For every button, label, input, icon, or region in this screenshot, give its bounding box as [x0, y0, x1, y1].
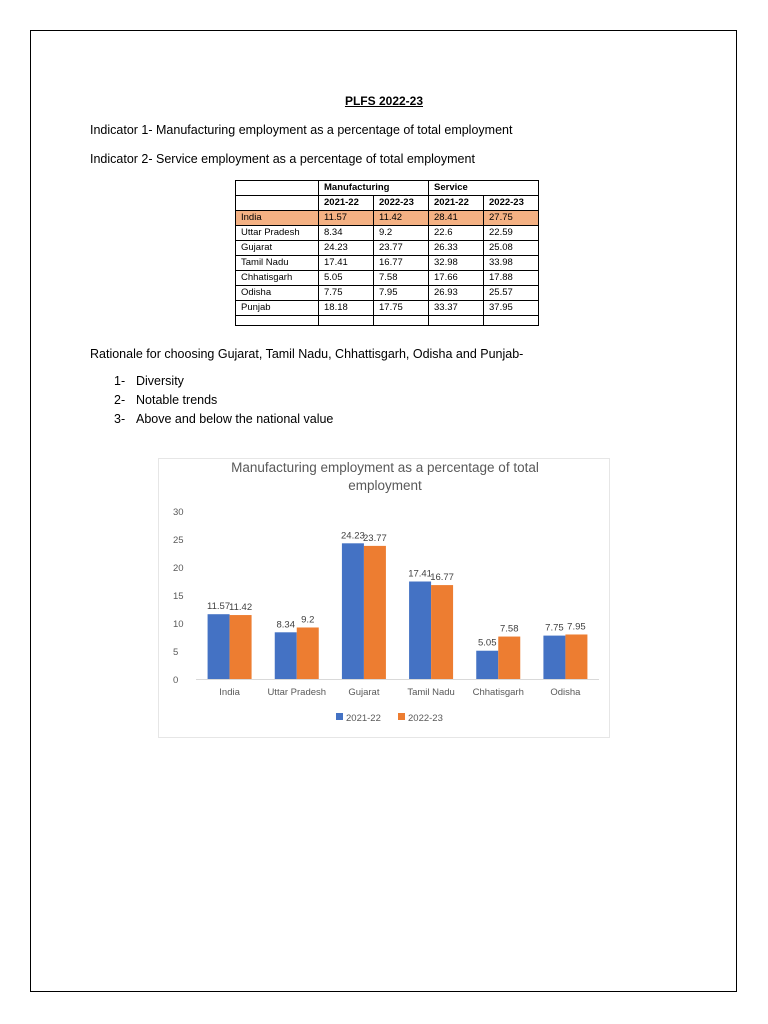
chart-svg — [159, 459, 609, 737]
value-cell: 9.2 — [374, 226, 429, 241]
bar-202223-tamil-nadu — [431, 585, 453, 679]
x-tick-label: Uttar Pradesh — [267, 687, 327, 698]
data-label: 8.34 — [276, 619, 295, 631]
y-tick-label: 10 — [173, 619, 184, 630]
list-item: 1- Diversity — [114, 374, 184, 388]
list-item: 2- Notable trends — [114, 393, 218, 407]
value-cell: 25.08 — [484, 241, 539, 256]
x-tick-label: Odisha — [550, 687, 581, 698]
reasons-list — [90, 372, 333, 429]
state-cell: India — [236, 211, 319, 226]
table-row — [236, 226, 539, 241]
value-cell: 26.33 — [429, 241, 484, 256]
table-row — [236, 301, 539, 316]
value-cell: 18.18 — [319, 301, 374, 316]
table-corner-cell — [236, 181, 319, 196]
bar-202122-india — [208, 614, 230, 679]
state-cell: Gujarat — [236, 241, 319, 256]
data-label: 9.2 — [301, 614, 315, 626]
padding-cell — [484, 316, 539, 326]
data-label: 11.42 — [229, 602, 253, 614]
bar-202122-gujarat — [342, 543, 364, 679]
legend-label: 2021-22 — [346, 713, 381, 724]
state-cell: Uttar Pradesh — [236, 226, 319, 241]
state-cell: Odisha — [236, 286, 319, 301]
year-header: 2021-22 — [429, 196, 484, 211]
legend-swatch — [398, 713, 405, 720]
group-header-service: Service — [429, 181, 539, 196]
state-cell: Chhatisgarh — [236, 271, 319, 286]
table-row — [236, 256, 539, 271]
data-label: 5.05 — [478, 637, 497, 649]
list-item: 3- Above and below the national value — [114, 412, 334, 426]
bar-202122-tamil-nadu — [409, 582, 431, 679]
indicator-2-text: Indicator 2- Service employment as a percentage of total employment — [90, 152, 475, 166]
padding-cell — [429, 316, 484, 326]
group-header-manufacturing: Manufacturing — [319, 181, 429, 196]
value-cell: 17.41 — [319, 256, 374, 271]
value-cell: 7.58 — [374, 271, 429, 286]
padding-cell — [319, 316, 374, 326]
manufacturing-chart — [158, 458, 610, 738]
bar-202122-chhatisgarh — [476, 651, 498, 679]
value-cell: 37.95 — [484, 301, 539, 316]
state-cell: Tamil Nadu — [236, 256, 319, 271]
document-title: PLFS 2022-23 — [344, 94, 424, 108]
bar-202223-odisha — [565, 634, 587, 679]
value-cell: 25.57 — [484, 286, 539, 301]
data-label: 17.41 — [408, 568, 432, 580]
legend-label: 2022-23 — [408, 713, 443, 724]
y-tick-label: 15 — [173, 591, 184, 602]
y-tick-label: 0 — [173, 675, 179, 686]
data-label: 11.57 — [207, 601, 231, 613]
state-cell: Punjab — [236, 301, 319, 316]
table-row — [236, 271, 539, 286]
chart-title: Manufacturing employment as a percentage of total employment — [231, 460, 539, 493]
value-cell: 33.98 — [484, 256, 539, 271]
bar-202223-gujarat — [364, 546, 386, 679]
x-tick-label: Chhatisgarh — [472, 687, 524, 698]
value-cell: 32.98 — [429, 256, 484, 271]
table-row — [236, 211, 539, 226]
y-tick-label: 5 — [173, 647, 179, 658]
table-padding-row — [236, 316, 539, 326]
table-row — [236, 241, 539, 256]
y-tick-label: 30 — [173, 507, 184, 518]
year-header: 2022-23 — [484, 196, 539, 211]
legend-swatch — [336, 713, 343, 720]
year-header: 2021-22 — [319, 196, 374, 211]
value-cell: 23.77 — [374, 241, 429, 256]
value-cell: 27.75 — [484, 211, 539, 226]
employment-table — [235, 180, 539, 326]
x-tick-label: India — [219, 687, 240, 698]
year-header: 2022-23 — [374, 196, 429, 211]
value-cell: 16.77 — [374, 256, 429, 271]
x-tick-label: Gujarat — [348, 687, 380, 698]
value-cell: 7.75 — [319, 286, 374, 301]
data-label: 16.77 — [430, 572, 454, 584]
data-label: 24.23 — [341, 530, 365, 542]
data-label: 7.95 — [567, 621, 586, 633]
table-group-header-row — [236, 181, 539, 196]
value-cell: 22.6 — [429, 226, 484, 241]
value-cell: 11.42 — [374, 211, 429, 226]
value-cell: 26.93 — [429, 286, 484, 301]
data-label: 7.58 — [500, 623, 519, 635]
value-cell: 28.41 — [429, 211, 484, 226]
value-cell: 24.23 — [319, 241, 374, 256]
value-cell: 17.66 — [429, 271, 484, 286]
bar-202122-uttar-pradesh — [275, 632, 297, 679]
data-label: 23.77 — [363, 532, 387, 544]
padding-cell — [236, 316, 319, 326]
bar-202223-uttar-pradesh — [297, 627, 319, 679]
table-row — [236, 286, 539, 301]
y-tick-label: 20 — [173, 563, 184, 574]
value-cell: 33.37 — [429, 301, 484, 316]
data-label: 7.75 — [545, 622, 564, 634]
value-cell: 17.75 — [374, 301, 429, 316]
padding-cell — [374, 316, 429, 326]
indicator-1-text: Indicator 1- Manufacturing employment as a percentage of total employment — [90, 123, 513, 137]
rationale-text: Rationale for choosing Gujarat, Tamil Nadu, Chhattisgarh, Odisha and Punjab- — [90, 347, 524, 361]
table-corner-cell — [236, 196, 319, 211]
value-cell: 5.05 — [319, 271, 374, 286]
bar-202223-india — [230, 615, 252, 679]
table-year-header-row — [236, 196, 539, 211]
value-cell: 8.34 — [319, 226, 374, 241]
value-cell: 11.57 — [319, 211, 374, 226]
value-cell: 7.95 — [374, 286, 429, 301]
value-cell: 22.59 — [484, 226, 539, 241]
x-tick-label: Tamil Nadu — [407, 687, 455, 698]
y-tick-label: 25 — [173, 535, 184, 546]
bar-202122-odisha — [543, 636, 565, 679]
value-cell: 17.88 — [484, 271, 539, 286]
bar-202223-chhatisgarh — [498, 637, 520, 679]
